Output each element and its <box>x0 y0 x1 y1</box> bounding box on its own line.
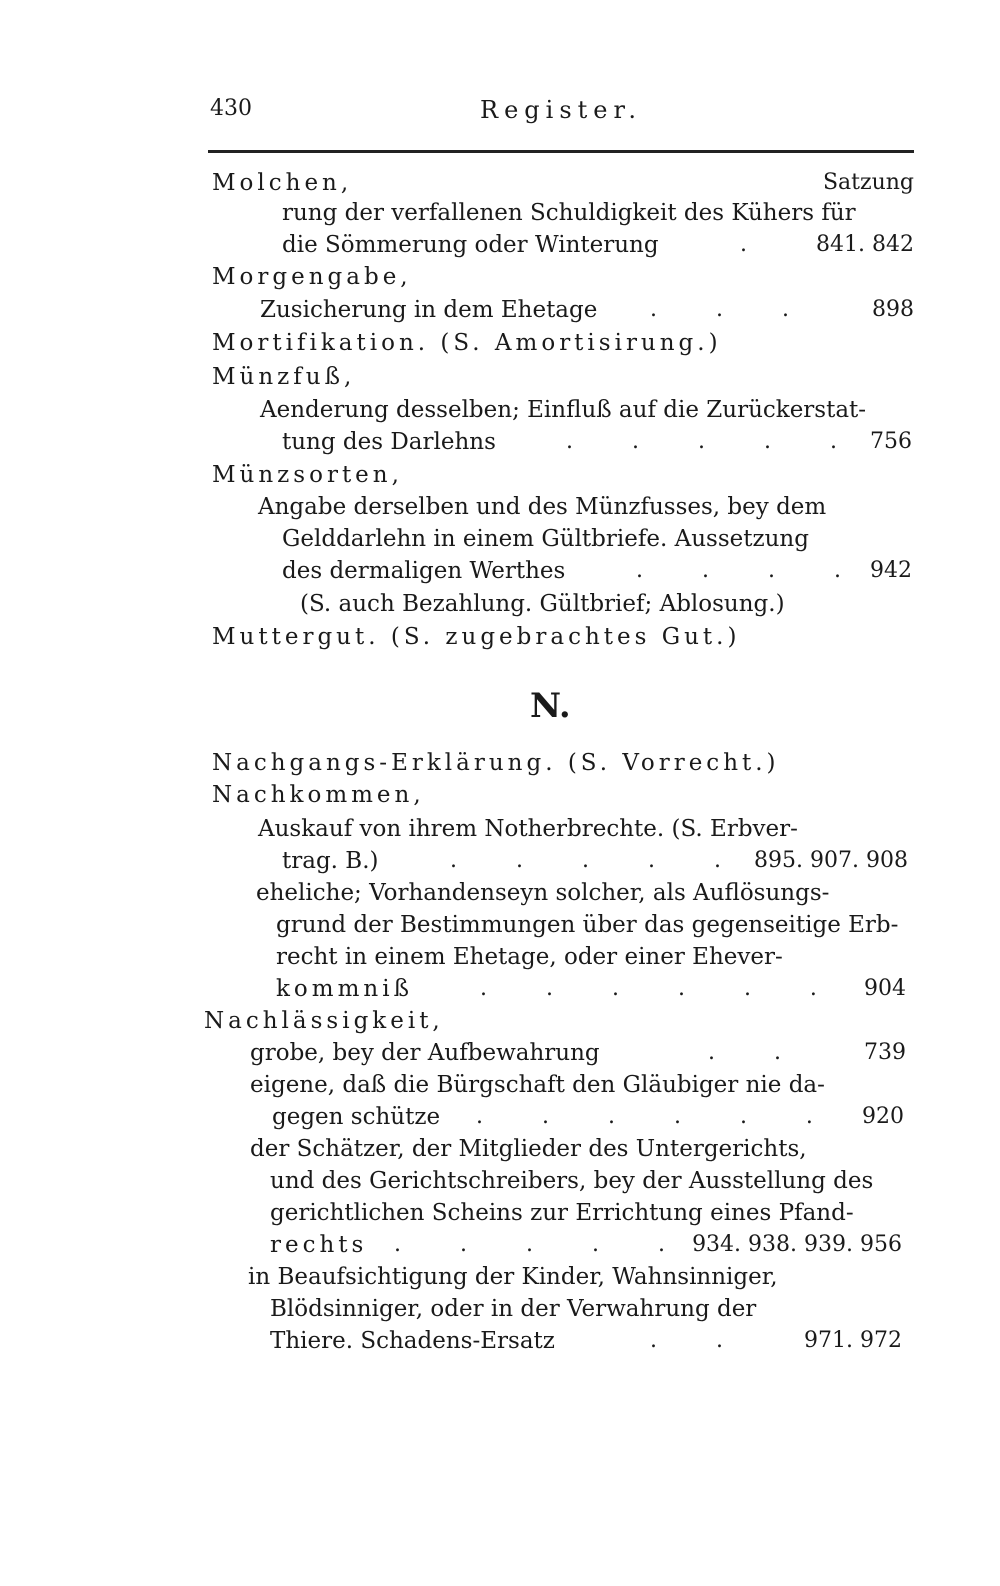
page-number: 430 <box>210 96 252 121</box>
page-ref: 920 <box>862 1104 904 1129</box>
page-ref: 756 <box>870 429 912 454</box>
page-ref: 971. 972 <box>804 1328 902 1353</box>
entry-text-nachlaessigkeit-d3: Thiere. Schadens-Ersatz <box>270 1328 555 1354</box>
entry-text-muenzfuss-l2: tung des Darlehns <box>282 429 496 455</box>
entry-text-muenzsorten-crossref: (S. auch Bezahlung. Gültbrief; Ablosung.) <box>300 591 785 617</box>
leader-dots: . <box>740 232 773 257</box>
entry-text-nachkommen-b4: kommniß <box>276 976 413 1002</box>
entry-head-nachlaessigkeit: Nachlässigkeit, <box>204 1008 444 1034</box>
entry-text-muenzsorten-l3: des dermaligen Werthes <box>282 558 566 584</box>
entry-text-nachlaessigkeit-b2: gegen schütze <box>272 1104 441 1130</box>
page-ref: 841. 842 <box>816 232 914 257</box>
entry-text-nachlaessigkeit-b1: eigene, daß die Bürgschaft den Gläubiger nie da- <box>250 1072 825 1098</box>
leader-dots: . . . . . <box>394 1232 691 1257</box>
entry-head-nachgangs: Nachgangs-Erklärung. (S. Vorrecht.) <box>212 750 780 776</box>
page-ref: 934. 938. 939. 956 <box>692 1232 902 1257</box>
entry-text-molchen-satzung: Satzung <box>822 170 914 195</box>
entry-text-nachkommen-a1: Auskauf von ihrem Notherbrechte. (S. Erbver- <box>258 816 798 842</box>
header-rule <box>208 150 914 153</box>
entry-text-nachlaessigkeit-c3: gerichtlichen Scheins zur Errichtung eines Pfand- <box>270 1200 854 1226</box>
entry-text-muenzfuss-l1: Aenderung desselben; Einfluß auf die Zurückerstat- <box>260 397 867 423</box>
running-title: Register. <box>480 96 642 124</box>
entry-head-muenzfuss: Münzfuß, <box>212 364 356 390</box>
leader-dots: . . . . . . <box>480 976 843 1001</box>
leader-dots: . . . . . <box>566 429 863 454</box>
entry-text-nachkommen-b2: grund der Bestimmungen über das gegenseitige Erb- <box>276 912 899 938</box>
leader-dots: . . . . <box>636 558 867 583</box>
entry-head-muttergut: Muttergut. (S. zugebrachtes Gut.) <box>212 624 741 650</box>
leader-dots: . . <box>650 1328 749 1353</box>
leader-dots: . . . . . . <box>476 1104 839 1129</box>
page-ref: 739 <box>864 1040 906 1065</box>
page-header <box>0 96 1000 136</box>
leader-dots: . . . . . <box>450 848 747 873</box>
page-ref: 904 <box>864 976 906 1001</box>
entry-head-mortifikation: Mortifikation. (S. Amortisirung.) <box>212 330 722 356</box>
entry-text-molchen-l2: rung der verfallenen Schuldigkeit des Kühers für <box>282 200 856 226</box>
entry-text-nachlaessigkeit-c4: rechts <box>270 1232 368 1258</box>
entry-head-muenzsorten: Münzsorten, <box>212 462 403 488</box>
leader-dots: . . . <box>650 297 815 322</box>
entry-text-nachkommen-b3: recht in einem Ehetage, oder einer Ehever- <box>276 944 783 970</box>
entry-text-molchen-l3: die Sömmerung oder Winterung <box>282 232 659 258</box>
entry-text-muenzsorten-l1: Angabe derselben und des Münzfusses, bey dem <box>258 494 827 520</box>
section-letter: N. <box>530 686 571 726</box>
entry-text-morgengabe-l1: Zusicherung in dem Ehetage <box>260 297 598 323</box>
entry-text-nachlaessigkeit-c1: der Schätzer, der Mitglieder des Untergerichts, <box>250 1136 807 1162</box>
leader-dots: . . <box>708 1040 807 1065</box>
entry-text-nachlaessigkeit-d2: Blödsinniger, oder in der Verwahrung der <box>270 1296 757 1322</box>
entry-text-muenzsorten-l2: Gelddarlehn in einem Gültbriefe. Aussetzung <box>282 526 809 552</box>
entry-text-nachkommen-a2: trag. B.) <box>282 848 379 874</box>
entry-head-nachkommen: Nachkommen, <box>212 782 425 808</box>
entry-text-nachlaessigkeit-a1: grobe, bey der Aufbewahrung <box>250 1040 600 1066</box>
entry-head-molchen: Molchen, <box>212 170 353 196</box>
entry-text-nachlaessigkeit-c2: und des Gerichtschreibers, bey der Ausstellung des <box>270 1168 874 1194</box>
entry-text-nachlaessigkeit-d1: in Beaufsichtigung der Kinder, Wahnsinniger, <box>248 1264 778 1290</box>
page-ref: 895. 907. 908 <box>754 848 908 873</box>
entry-text-nachkommen-b1: eheliche; Vorhandenseyn solcher, als Auflösungs- <box>256 880 830 906</box>
page-ref: 942 <box>870 558 912 583</box>
entry-head-morgengabe: Morgengabe, <box>212 264 412 290</box>
page-ref: 898 <box>872 297 914 322</box>
